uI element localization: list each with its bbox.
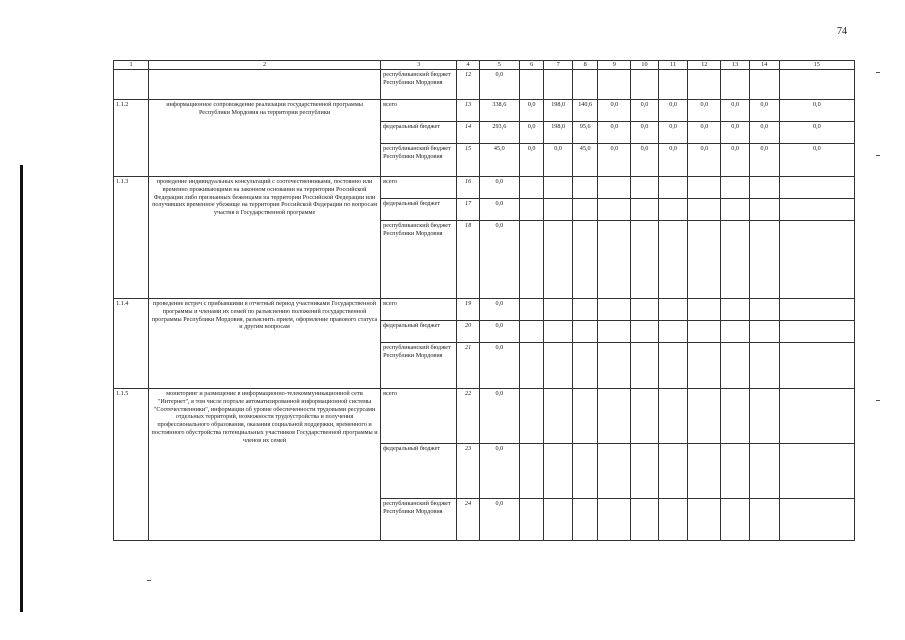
value-cell bbox=[749, 199, 779, 221]
column-number-cell: 10 bbox=[631, 61, 659, 70]
value-cell bbox=[779, 70, 854, 100]
item-code-cell: 1.1.4 bbox=[114, 299, 149, 389]
value-cell bbox=[544, 221, 573, 299]
column-number-cell: 2 bbox=[148, 61, 380, 70]
item-description-cell: проведение встреч с прибывшими в отчетный период участниками Государственной программы и членами их семей по разъяснению положений государственной программы Республики Мордовия, разъяснить прием, оформление правового статуса и другим вопросам bbox=[148, 299, 380, 389]
table-row bbox=[114, 389, 855, 444]
column-number-cell: 6 bbox=[519, 61, 543, 70]
financing-table bbox=[113, 60, 855, 541]
value-cell bbox=[598, 221, 631, 299]
value-cell: 0,0 bbox=[658, 100, 688, 122]
value-cell bbox=[572, 389, 597, 444]
value-cell: 338,6 bbox=[479, 100, 519, 122]
value-cell bbox=[779, 444, 854, 499]
value-cell: 198,0 bbox=[544, 100, 573, 122]
row-index-cell: 19 bbox=[457, 299, 479, 321]
column-number-cell: 15 bbox=[779, 61, 854, 70]
value-cell bbox=[631, 321, 659, 343]
value-cell bbox=[598, 389, 631, 444]
value-cell bbox=[721, 444, 750, 499]
value-cell bbox=[721, 321, 750, 343]
value-cell bbox=[779, 321, 854, 343]
column-number-cell: 12 bbox=[688, 61, 721, 70]
value-cell: 0,0 bbox=[658, 122, 688, 144]
empty-cell bbox=[148, 70, 380, 100]
row-index-cell: 15 bbox=[457, 144, 479, 177]
value-cell bbox=[519, 70, 543, 100]
margin-tick bbox=[876, 72, 880, 73]
value-cell bbox=[631, 343, 659, 389]
value-cell: 0,0 bbox=[658, 144, 688, 177]
value-cell bbox=[598, 343, 631, 389]
column-number-cell: 5 bbox=[479, 61, 519, 70]
column-number-cell: 1 bbox=[114, 61, 149, 70]
value-cell bbox=[544, 389, 573, 444]
value-cell bbox=[721, 299, 750, 321]
table-row bbox=[114, 299, 855, 321]
value-cell: 0,0 bbox=[479, 199, 519, 221]
value-cell bbox=[519, 444, 543, 499]
value-cell bbox=[519, 321, 543, 343]
value-cell bbox=[688, 199, 721, 221]
value-cell bbox=[572, 221, 597, 299]
value-cell bbox=[688, 444, 721, 499]
value-cell bbox=[544, 321, 573, 343]
value-cell bbox=[572, 321, 597, 343]
value-cell bbox=[598, 499, 631, 541]
value-cell: 45,0 bbox=[572, 144, 597, 177]
value-cell bbox=[572, 199, 597, 221]
value-cell bbox=[749, 177, 779, 199]
value-cell: 0,0 bbox=[519, 144, 543, 177]
value-cell: 0,0 bbox=[631, 100, 659, 122]
value-cell bbox=[519, 199, 543, 221]
value-cell bbox=[572, 444, 597, 499]
column-number-cell: 14 bbox=[749, 61, 779, 70]
row-index-cell: 13 bbox=[457, 100, 479, 122]
finance-source-cell: республиканский бюджет Республики Мордовия bbox=[381, 221, 457, 299]
row-index-cell: 12 bbox=[457, 70, 479, 100]
value-cell bbox=[631, 299, 659, 321]
finance-source-cell: республиканский бюджет Республики Мордовия bbox=[381, 144, 457, 177]
value-cell bbox=[721, 499, 750, 541]
value-cell: 0,0 bbox=[779, 144, 854, 177]
value-cell bbox=[544, 177, 573, 199]
row-index-cell: 14 bbox=[457, 122, 479, 144]
value-cell bbox=[749, 499, 779, 541]
value-cell bbox=[519, 299, 543, 321]
value-cell bbox=[658, 444, 688, 499]
value-cell: 0,0 bbox=[479, 321, 519, 343]
page-number: 74 bbox=[837, 26, 847, 37]
finance-source-cell: федеральный бюджет bbox=[381, 444, 457, 499]
row-index-cell: 17 bbox=[457, 199, 479, 221]
value-cell bbox=[631, 499, 659, 541]
finance-source-cell: всего bbox=[381, 389, 457, 444]
value-cell: 95,6 bbox=[572, 122, 597, 144]
row-index-cell: 16 bbox=[457, 177, 479, 199]
item-description-cell: проведение индивидуальных консультаций с соотечественниками, постоянно или временно проживающими на законном основании на территории Российской Федерации либо признанных беженцами на территории Российской Федерации или получивших временное убежище на территории Российской Федерации по вопросам участия в Государственной программе bbox=[148, 177, 380, 299]
value-cell bbox=[598, 321, 631, 343]
value-cell bbox=[544, 499, 573, 541]
value-cell bbox=[572, 70, 597, 100]
value-cell: 0,0 bbox=[598, 100, 631, 122]
value-cell bbox=[631, 177, 659, 199]
value-cell bbox=[779, 177, 854, 199]
finance-source-cell: федеральный бюджет bbox=[381, 199, 457, 221]
value-cell: 0,0 bbox=[688, 144, 721, 177]
value-cell bbox=[658, 499, 688, 541]
value-cell: 0,0 bbox=[519, 100, 543, 122]
value-cell bbox=[572, 499, 597, 541]
value-cell bbox=[749, 70, 779, 100]
value-cell bbox=[631, 70, 659, 100]
value-cell bbox=[658, 343, 688, 389]
value-cell bbox=[749, 299, 779, 321]
value-cell: 140,6 bbox=[572, 100, 597, 122]
value-cell bbox=[658, 221, 688, 299]
value-cell: 0,0 bbox=[721, 144, 750, 177]
value-cell bbox=[631, 221, 659, 299]
value-cell bbox=[688, 499, 721, 541]
value-cell bbox=[779, 343, 854, 389]
value-cell bbox=[721, 177, 750, 199]
value-cell: 0,0 bbox=[598, 144, 631, 177]
value-cell bbox=[749, 389, 779, 444]
finance-source-cell: республиканский бюджет Республики Мордовия bbox=[381, 499, 457, 541]
margin-tick bbox=[147, 580, 151, 581]
value-cell bbox=[721, 343, 750, 389]
value-cell bbox=[749, 343, 779, 389]
empty-cell bbox=[114, 70, 149, 100]
value-cell bbox=[544, 199, 573, 221]
value-cell: 0,0 bbox=[519, 122, 543, 144]
scan-edge-bar bbox=[20, 165, 23, 612]
item-code-cell: 1.1.3 bbox=[114, 177, 149, 299]
value-cell: 0,0 bbox=[749, 144, 779, 177]
value-cell: 0,0 bbox=[479, 299, 519, 321]
value-cell: 0,0 bbox=[721, 100, 750, 122]
value-cell: 0,0 bbox=[749, 122, 779, 144]
value-cell: 0,0 bbox=[779, 122, 854, 144]
value-cell bbox=[779, 299, 854, 321]
value-cell bbox=[544, 70, 573, 100]
value-cell: 0,0 bbox=[479, 444, 519, 499]
value-cell: 0,0 bbox=[479, 177, 519, 199]
value-cell bbox=[658, 70, 688, 100]
value-cell bbox=[519, 221, 543, 299]
value-cell bbox=[658, 177, 688, 199]
value-cell: 0,0 bbox=[479, 70, 519, 100]
column-number-cell: 8 bbox=[572, 61, 597, 70]
finance-source-cell: федеральный бюджет bbox=[381, 321, 457, 343]
column-number-cell: 7 bbox=[544, 61, 573, 70]
value-cell bbox=[598, 299, 631, 321]
value-cell bbox=[572, 299, 597, 321]
finance-source-cell: республиканский бюджет Республики Мордовия bbox=[381, 343, 457, 389]
value-cell bbox=[688, 177, 721, 199]
table-row bbox=[114, 70, 855, 100]
margin-tick bbox=[876, 155, 880, 156]
value-cell bbox=[688, 389, 721, 444]
value-cell bbox=[721, 70, 750, 100]
item-code-cell: 1.1.2 bbox=[114, 100, 149, 177]
value-cell bbox=[519, 177, 543, 199]
finance-source-cell: всего bbox=[381, 100, 457, 122]
value-cell bbox=[658, 389, 688, 444]
value-cell bbox=[572, 343, 597, 389]
value-cell bbox=[598, 177, 631, 199]
item-description-cell: мониторинг и размещение в информационно-телекоммуникационной сети "Интернет", в том числе портале автоматизированной информационной системы "Соотечественники", информации об уровне обеспеченности трудовыми ресурсами отдельных территорий, возможности трудоустройства и получения профессионального образования, оказания социальной поддержки, временного и постоянного обустройства потенциальных участников Государственной программы и членов их семей bbox=[148, 389, 380, 541]
value-cell: 0,0 bbox=[479, 389, 519, 444]
value-cell bbox=[688, 343, 721, 389]
value-cell: 0,0 bbox=[598, 122, 631, 144]
value-cell: 0,0 bbox=[779, 100, 854, 122]
value-cell bbox=[519, 389, 543, 444]
row-index-cell: 20 bbox=[457, 321, 479, 343]
table-row bbox=[114, 177, 855, 199]
value-cell bbox=[688, 321, 721, 343]
column-number-cell: 11 bbox=[658, 61, 688, 70]
finance-source-cell: всего bbox=[381, 299, 457, 321]
column-number-cell: 4 bbox=[457, 61, 479, 70]
value-cell bbox=[519, 343, 543, 389]
value-cell: 0,0 bbox=[688, 122, 721, 144]
value-cell bbox=[631, 389, 659, 444]
row-index-cell: 22 bbox=[457, 389, 479, 444]
value-cell bbox=[658, 321, 688, 343]
row-index-cell: 23 bbox=[457, 444, 479, 499]
margin-tick bbox=[876, 400, 880, 401]
value-cell: 0,0 bbox=[479, 499, 519, 541]
row-index-cell: 18 bbox=[457, 221, 479, 299]
value-cell: 0,0 bbox=[688, 100, 721, 122]
value-cell bbox=[779, 389, 854, 444]
value-cell: 0,0 bbox=[631, 144, 659, 177]
value-cell: 0,0 bbox=[544, 144, 573, 177]
value-cell bbox=[779, 221, 854, 299]
column-number-row bbox=[114, 61, 855, 70]
table-row bbox=[114, 100, 855, 122]
value-cell bbox=[749, 444, 779, 499]
value-cell: 0,0 bbox=[479, 221, 519, 299]
value-cell bbox=[658, 299, 688, 321]
row-index-cell: 24 bbox=[457, 499, 479, 541]
value-cell bbox=[544, 444, 573, 499]
value-cell bbox=[779, 499, 854, 541]
value-cell bbox=[721, 221, 750, 299]
value-cell: 45,0 bbox=[479, 144, 519, 177]
value-cell: 293,6 bbox=[479, 122, 519, 144]
finance-source-cell: федеральный бюджет bbox=[381, 122, 457, 144]
value-cell bbox=[572, 177, 597, 199]
column-number-cell: 13 bbox=[721, 61, 750, 70]
value-cell bbox=[688, 299, 721, 321]
value-cell bbox=[721, 389, 750, 444]
value-cell bbox=[631, 444, 659, 499]
column-number-cell: 3 bbox=[381, 61, 457, 70]
value-cell: 0,0 bbox=[749, 100, 779, 122]
finance-source-cell: республиканский бюджет Республики Мордовия bbox=[381, 70, 457, 100]
value-cell: 0,0 bbox=[721, 122, 750, 144]
item-code-cell: 1.1.5 bbox=[114, 389, 149, 541]
value-cell: 0,0 bbox=[479, 343, 519, 389]
value-cell bbox=[598, 70, 631, 100]
value-cell bbox=[631, 199, 659, 221]
value-cell: 198,0 bbox=[544, 122, 573, 144]
value-cell bbox=[658, 199, 688, 221]
column-number-cell: 9 bbox=[598, 61, 631, 70]
value-cell bbox=[749, 321, 779, 343]
value-cell bbox=[544, 343, 573, 389]
value-cell bbox=[598, 199, 631, 221]
value-cell bbox=[598, 444, 631, 499]
value-cell bbox=[721, 199, 750, 221]
value-cell bbox=[544, 299, 573, 321]
value-cell bbox=[688, 221, 721, 299]
value-cell bbox=[688, 70, 721, 100]
item-description-cell: информационное сопровождение реализации государственной программы Республики Мордовия на территории республики bbox=[148, 100, 380, 177]
value-cell bbox=[519, 499, 543, 541]
value-cell bbox=[749, 221, 779, 299]
value-cell: 0,0 bbox=[631, 122, 659, 144]
row-index-cell: 21 bbox=[457, 343, 479, 389]
finance-source-cell: всего bbox=[381, 177, 457, 199]
value-cell bbox=[779, 199, 854, 221]
